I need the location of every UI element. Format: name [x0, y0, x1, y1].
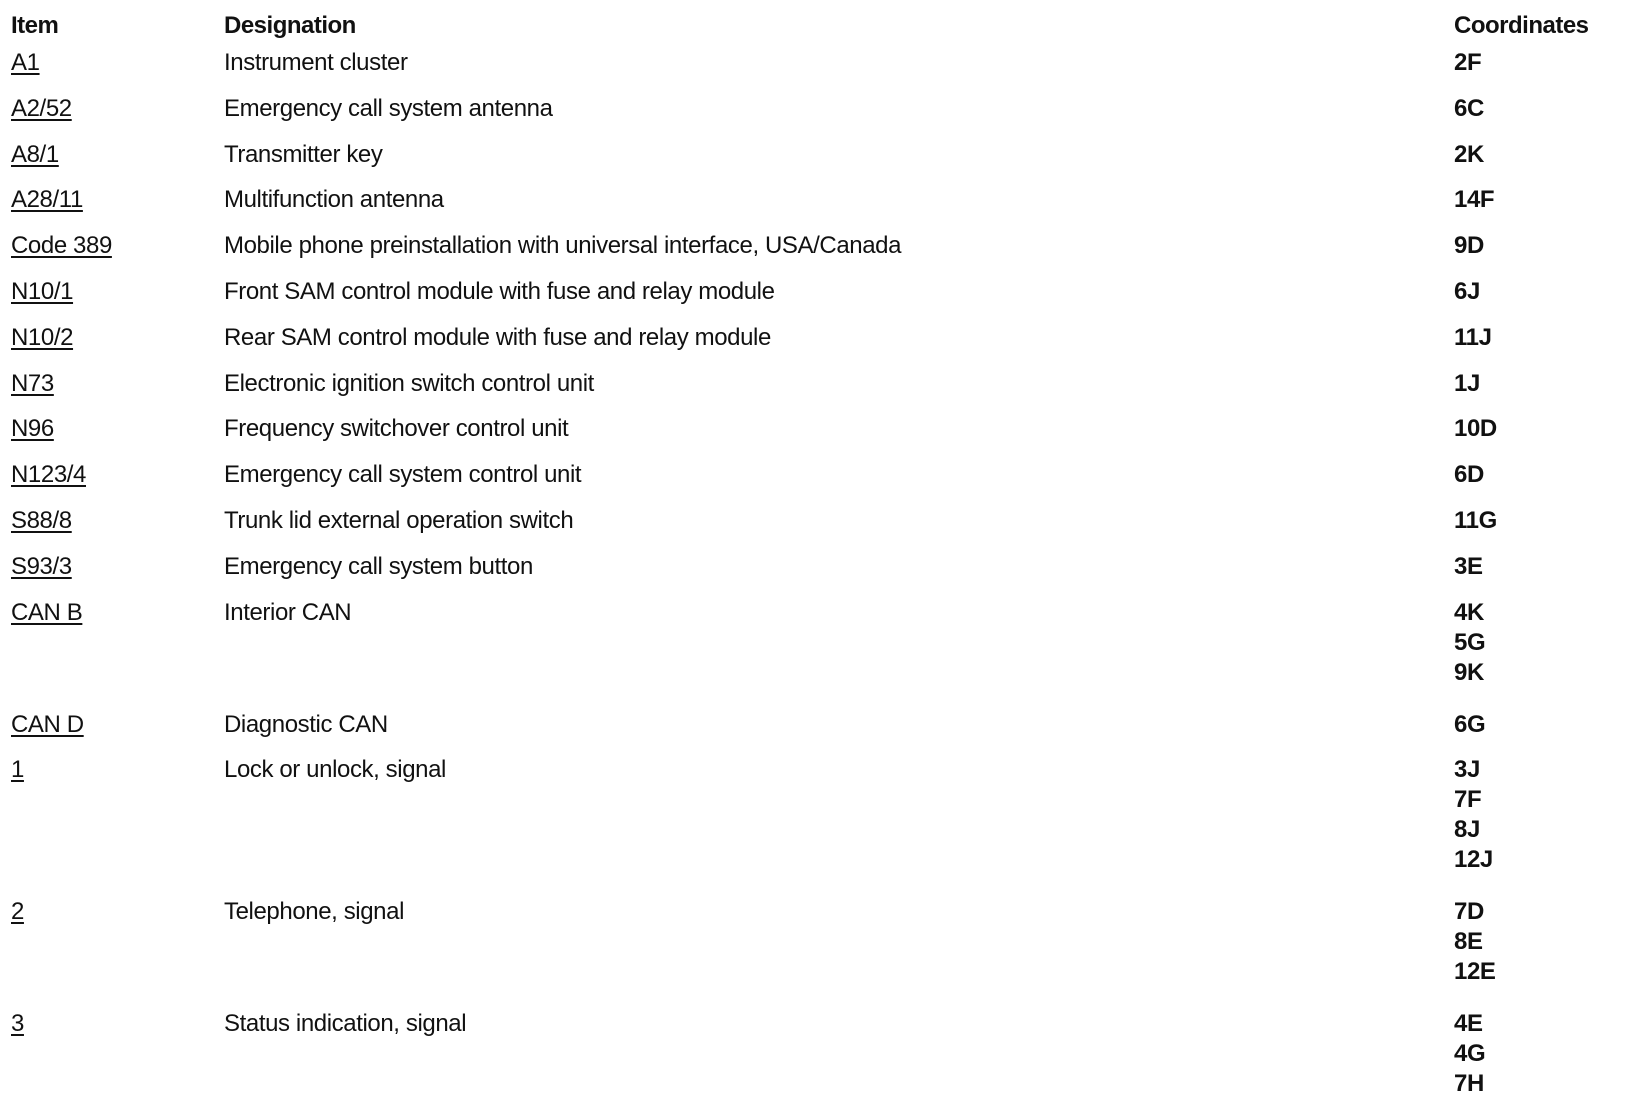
designation-cell: Transmitter key: [224, 140, 383, 168]
coordinate-value: 12E: [1454, 958, 1496, 986]
designation-cell: Instrument cluster: [224, 49, 408, 76]
item-cell: [11, 134, 224, 170]
item-link[interactable]: 2: [11, 898, 24, 926]
designation-cell: Status indication, signal: [224, 1010, 467, 1038]
item-link[interactable]: N73: [11, 369, 54, 397]
item-link[interactable]: A28/11: [11, 186, 83, 214]
designation-cell: Interior CAN: [224, 598, 352, 626]
designation-cell: Emergency call system antenna: [224, 94, 553, 122]
coordinate-value: 11G: [1454, 506, 1497, 534]
designation-cell: Emergency call system control unit: [224, 461, 582, 489]
header-coordinates: Coordinates: [1454, 12, 1589, 39]
designation-cell: Electronic ignition switch control unit: [224, 369, 594, 397]
item-link[interactable]: A2/52: [11, 94, 72, 122]
item-cell: [11, 1003, 224, 1039]
coordinate-value: 8E: [1454, 928, 1483, 956]
coordinate-value: 9D: [1454, 232, 1484, 260]
table-row: [11, 179, 1626, 225]
item-link[interactable]: CAN D: [11, 710, 84, 738]
item-cell: [11, 749, 224, 785]
coordinates-cell: [1454, 1003, 1626, 1099]
coordinate-value: 14F: [1454, 186, 1495, 214]
coordinate-value: 2F: [1454, 49, 1482, 76]
item-cell: [11, 363, 224, 399]
coordinates-cell: [1454, 891, 1626, 987]
coordinate-value: 7F: [1454, 786, 1482, 814]
table-row: [11, 317, 1626, 363]
table-row: [11, 704, 1626, 750]
table-row: [11, 271, 1626, 317]
coordinate-value: 4E: [1454, 1010, 1483, 1038]
coordinate-value: 3E: [1454, 552, 1483, 580]
coordinate-value: 5G: [1454, 628, 1486, 656]
item-link[interactable]: Code 389: [11, 232, 112, 260]
table-row: [11, 546, 1626, 592]
designation-cell: Front SAM control module with fuse and relay module: [224, 277, 775, 305]
coordinate-value: 10D: [1454, 415, 1497, 443]
item-cell: [11, 88, 224, 124]
coordinates-cell: [1454, 408, 1626, 444]
item-cell: [11, 225, 224, 261]
coordinate-value: 6D: [1454, 461, 1484, 489]
item-cell: [11, 42, 224, 78]
coordinates-cell: [1454, 179, 1626, 215]
item-cell: [11, 704, 224, 740]
item-cell: [11, 179, 224, 215]
item-link[interactable]: N96: [11, 415, 54, 443]
item-link[interactable]: S88/8: [11, 506, 72, 534]
coordinate-value: 3J: [1454, 756, 1480, 784]
header-item: Item: [11, 12, 59, 39]
coordinates-cell: [1454, 500, 1626, 536]
item-cell: [11, 546, 224, 582]
item-cell: [11, 408, 224, 444]
item-link[interactable]: CAN B: [11, 598, 83, 626]
item-cell: [11, 317, 224, 353]
table-row: [11, 500, 1626, 546]
designation-cell: Rear SAM control module with fuse and relay module: [224, 323, 771, 351]
table-header: [11, 0, 1626, 42]
table-row: [11, 1003, 1626, 1115]
coordinate-value: 12J: [1454, 846, 1493, 874]
item-link[interactable]: N10/1: [11, 277, 74, 305]
item-link[interactable]: 1: [11, 756, 24, 784]
coordinates-cell: [1454, 592, 1626, 688]
table-row: [11, 592, 1626, 704]
coordinate-value: 6J: [1454, 277, 1480, 305]
coordinates-cell: [1454, 317, 1626, 353]
item-cell: [11, 592, 224, 628]
coordinate-value: 6G: [1454, 710, 1486, 738]
coordinate-value: 4K: [1454, 598, 1484, 626]
legend-table: [11, 0, 1626, 1115]
designation-cell: Telephone, signal: [224, 898, 405, 926]
item-cell: [11, 500, 224, 536]
coordinate-value: 4G: [1454, 1040, 1486, 1068]
coordinate-value: 6C: [1454, 94, 1484, 122]
table-body: [11, 42, 1626, 1115]
designation-cell: Frequency switchover control unit: [224, 415, 569, 443]
item-cell: [11, 891, 224, 927]
coordinates-cell: [1454, 454, 1626, 490]
designation-cell: Emergency call system button: [224, 552, 533, 580]
coordinate-value: 9K: [1454, 658, 1484, 686]
coordinates-cell: [1454, 704, 1626, 740]
item-cell: [11, 454, 224, 490]
coordinates-cell: [1454, 88, 1626, 124]
item-link[interactable]: 3: [11, 1010, 24, 1038]
table-row: [11, 225, 1626, 271]
item-link[interactable]: S93/3: [11, 552, 72, 580]
coordinate-value: 8J: [1454, 816, 1480, 844]
table-row: [11, 88, 1626, 134]
coordinate-value: 7D: [1454, 898, 1484, 926]
coordinates-cell: [1454, 134, 1626, 170]
designation-cell: Lock or unlock, signal: [224, 756, 446, 784]
coordinates-cell: [1454, 225, 1626, 261]
designation-cell: Mobile phone preinstallation with universal interface, USA/Canada: [224, 232, 902, 260]
header-designation: Designation: [224, 12, 356, 39]
coordinates-cell: [1454, 546, 1626, 582]
table-row: [11, 42, 1626, 88]
coordinates-cell: [1454, 749, 1626, 875]
coordinate-value: 1J: [1454, 369, 1480, 397]
table-row: [11, 749, 1626, 891]
table-row: [11, 454, 1626, 500]
item-link[interactable]: N123/4: [11, 461, 86, 489]
item-link[interactable]: A1: [11, 49, 40, 76]
designation-cell: Diagnostic CAN: [224, 710, 388, 738]
table-row: [11, 408, 1626, 454]
coordinate-value: 2K: [1454, 140, 1484, 168]
coordinates-cell: [1454, 363, 1626, 399]
coordinate-value: 11J: [1454, 323, 1492, 351]
coordinates-cell: [1454, 42, 1626, 78]
table-row: [11, 363, 1626, 409]
table-row: [11, 134, 1626, 180]
item-cell: [11, 271, 224, 307]
item-link[interactable]: N10/2: [11, 323, 74, 351]
coordinate-value: 7H: [1454, 1070, 1484, 1098]
designation-cell: Multifunction antenna: [224, 186, 444, 214]
table-row: [11, 891, 1626, 1003]
designation-cell: Trunk lid external operation switch: [224, 506, 574, 534]
coordinates-cell: [1454, 271, 1626, 307]
item-link[interactable]: A8/1: [11, 140, 59, 168]
